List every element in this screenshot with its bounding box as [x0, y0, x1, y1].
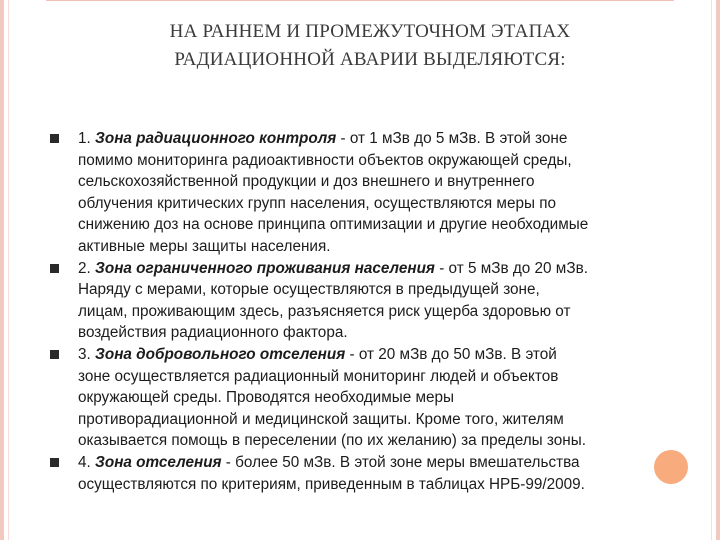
item-first-line	[78, 344, 688, 366]
item-first-line	[78, 258, 688, 280]
title-line-2: РАДИАЦИОННОЙ АВАРИИ ВЫДЕЛЯЮТСЯ:	[174, 49, 566, 70]
frame-left-inner-border	[8, 0, 9, 540]
item-first-rest: - от 5 мЗв до 20 мЗв.	[434, 259, 588, 277]
item-line: противорадиационной и медицинской защиты. Кроме того, жителям	[78, 410, 564, 428]
item-number: 4.	[78, 453, 96, 471]
item-line: помимо мониторинга радиоактивности объектов окружающей среды,	[78, 151, 572, 169]
zone-list	[48, 128, 688, 495]
item-line: активные меры защиты населения.	[78, 237, 331, 255]
item-first-rest: - от 1 мЗв до 5 мЗв. В этой зоне	[336, 130, 568, 147]
item-line: воздействия радиационного фактора.	[78, 324, 348, 342]
slide-title	[60, 18, 680, 74]
item-line: лицам, проживающим здесь, разъясняется риск ущерба здоровью от	[78, 302, 571, 320]
item-line: сельскохозяйственной продукции и доз внешнего и внутреннего	[78, 173, 535, 191]
list-item	[48, 128, 688, 258]
item-line: зоне осуществляется радиационный мониторинг людей и объектов	[78, 367, 559, 385]
zone-term: Зона ограниченного проживания населения	[95, 259, 435, 277]
item-line: окружающей среды. Проводятся необходимые меры	[78, 389, 455, 407]
list-item	[48, 258, 688, 344]
title-line-1: НА РАННЕМ И ПРОМЕЖУТОЧНОМ ЭТАПАХ	[169, 21, 571, 42]
frame-top-line	[46, 0, 674, 1]
item-first-rest: - более 50 мЗв. В этой зоне меры вмешательства	[221, 453, 580, 471]
item-first-line	[78, 452, 688, 474]
item-line: облучения критических групп населения, осуществляются меры по	[78, 194, 556, 212]
item-number: 3.	[78, 345, 96, 363]
item-line: Наряду с мерами, которые осуществляются в предыдущей зоне,	[78, 281, 540, 299]
zone-term: Зона добровольного отселения	[95, 345, 346, 363]
item-line: осуществляются по критериям, приведенным в таблицах НРБ-99/2009.	[78, 475, 585, 493]
item-first-rest: - от 20 мЗв до 50 мЗв. В этой	[345, 345, 557, 363]
square-bullet-icon	[50, 350, 59, 359]
item-number: 1.	[78, 130, 96, 147]
list-item	[48, 452, 688, 495]
list-item	[48, 344, 688, 452]
item-line: оказывается помощь в переселении (по их желанию) за пределы зоны.	[78, 432, 586, 450]
frame-right-inner-border	[711, 0, 712, 540]
item-line: снижению доз на основе принципа оптимизации и другие необходимые	[78, 216, 589, 234]
decorative-circle	[654, 450, 688, 484]
frame-right-border	[716, 0, 720, 540]
zone-term: Зона радиационного контроля	[95, 130, 337, 147]
square-bullet-icon	[50, 458, 59, 467]
frame-left-border	[0, 0, 4, 540]
item-first-line	[78, 128, 688, 150]
item-number: 2.	[78, 259, 96, 277]
square-bullet-icon	[50, 134, 59, 143]
square-bullet-icon	[50, 264, 59, 273]
zone-term: Зона отселения	[95, 453, 222, 471]
